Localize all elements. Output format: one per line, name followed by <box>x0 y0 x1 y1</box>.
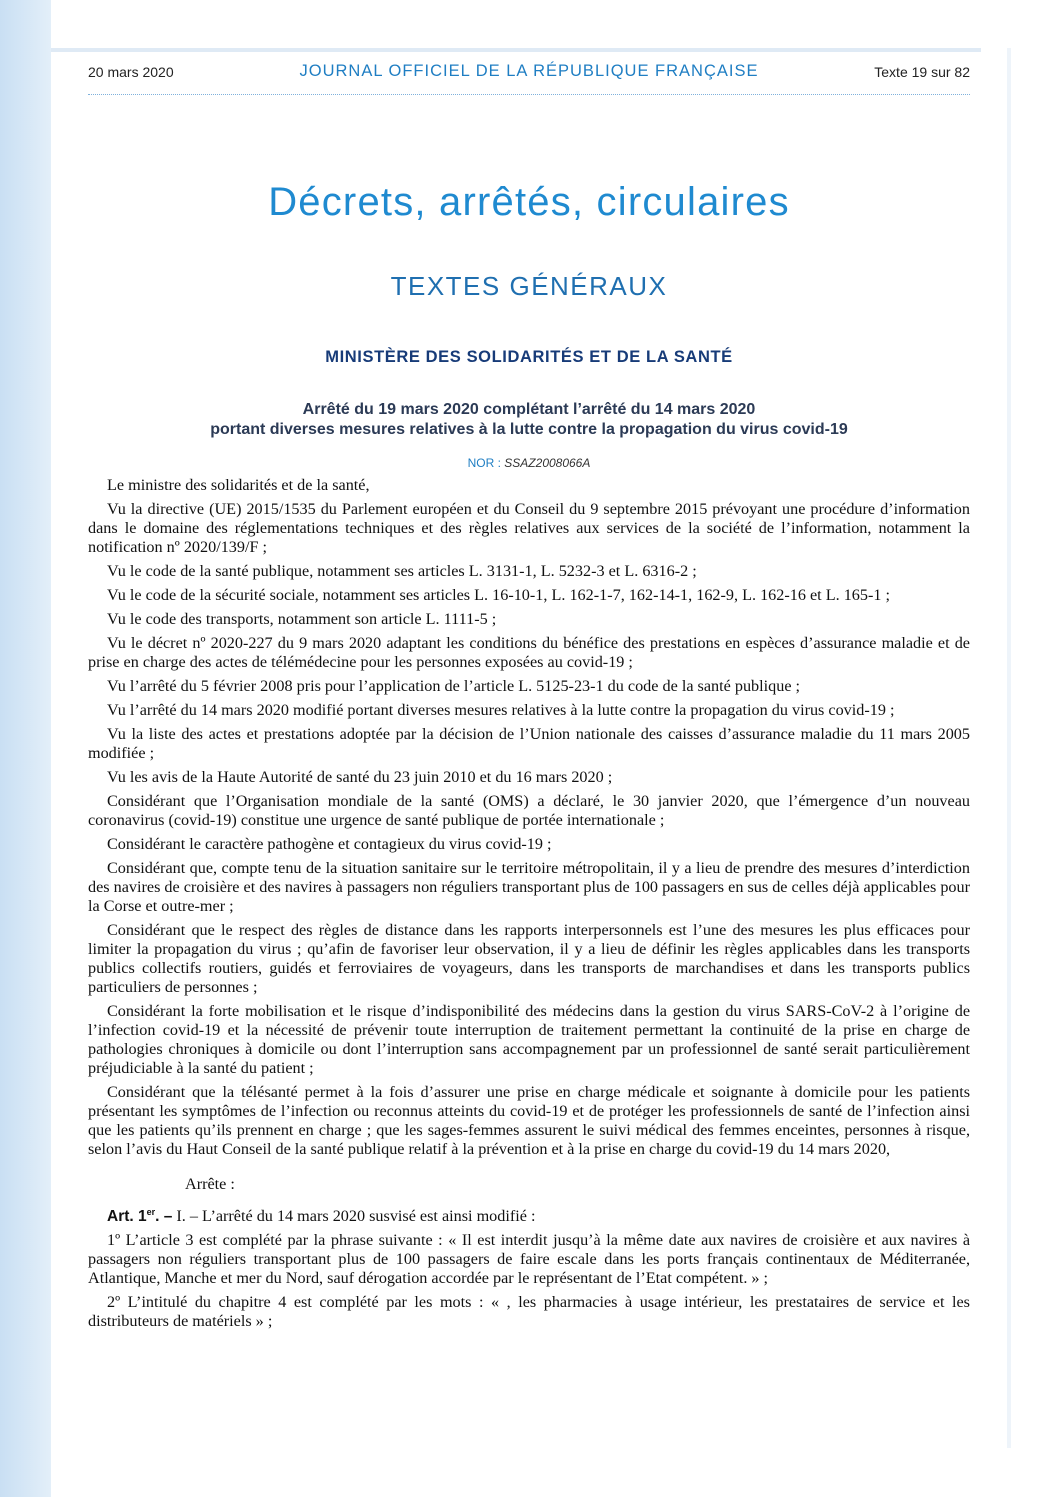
paragraph: Le ministre des solidarités et de la santé, <box>107 476 370 494</box>
arrete-title-line-1: Arrêté du 19 mars 2020 complétant l’arrêté du 14 mars 2020 <box>302 401 756 418</box>
header-text-number: Texte 19 sur 82 <box>874 64 970 80</box>
article-label-text: Art. 1 <box>107 1208 147 1226</box>
article-1-text: I. – L’arrêté du 14 mars 2020 susvisé est ainsi modifié : <box>172 1207 536 1226</box>
nor-label: NOR : <box>467 456 505 470</box>
paragraph: Vu l’arrêté du 14 mars 2020 modifié portant diverses mesures relatives à la lutte contre la propagation du virus covid-19 ; <box>107 701 895 719</box>
page-header <box>88 62 970 86</box>
article-1-label <box>107 1208 172 1225</box>
paragraph: Vu la directive (UE) 2015/1535 du Parlement européen et du Conseil du 9 septembre 2015 prévoyant une procédure d’information dans le domaine des réglementations techniques et des règles relatives aux services de la société de l’information, notamment la notification nº 2020/139/F ; <box>88 500 970 556</box>
article-label-dash: . – <box>155 1208 173 1226</box>
header-divider <box>88 94 970 95</box>
paragraph: Vu le code de la santé publique, notamment ses articles L. 3131-1, L. 5232-3 et L. 6316-2 ; <box>107 562 697 580</box>
ministry-heading: MINISTÈRE DES SOLIDARITÉS ET DE LA SANTÉ <box>325 348 733 366</box>
paragraph: Considérant que l’Organisation mondiale de la santé (OMS) a déclaré, le 30 janvier 2020, que l’émergence d’un nouveau coronavirus (covid-19) constitue une urgence de santé publique de portée internationale ; <box>88 792 970 829</box>
paragraph: Vu l’arrêté du 5 février 2008 pris pour l’application de l’article L. 5125-23-1 du code de la santé publique ; <box>107 677 801 695</box>
nor-code: SSAZ2008066A <box>504 456 591 470</box>
header-date: 20 mars 2020 <box>88 64 174 80</box>
paragraph: Vu le décret nº 2020-227 du 9 mars 2020 adaptant les conditions du bénéfice des prestations en espèces d’assurance maladie et de prise en charge des actes de télémédecine pour les personnes exposées au covid-19 ; <box>88 634 970 671</box>
arrete-clause: Arrête : <box>185 1175 235 1193</box>
paragraph: Considérant que le respect des règles de distance dans les rapports interpersonnels est l’une des mesures les plus efficaces pour limiter la propagation du virus ; qu’afin de favoriser leur observation, il y a lieu de définir les règles applicables dans les transports publics collectifs routiers, guidés et ferroviaires de voyageurs, dans les transports de marchandises et dans les transports publics particuliers de personnes ; <box>88 921 970 996</box>
paragraph: Vu les avis de la Haute Autorité de santé du 23 juin 2010 et du 16 mars 2020 ; <box>107 768 613 786</box>
paragraph: Vu le code des transports, notamment son article L. 1111-5 ; <box>107 610 497 628</box>
paragraph: Considérant la forte mobilisation et le risque d’indisponibilité des médecins dans la gestion du virus SARS-CoV-2 à l’origine de l’infection covid-19 et la nécessité de prévenir toute interruption de traitement permettant la continuité de la prise en charge de pathologies chroniques à domicile ou dont l’interruption sans accompagnement par un professionnel de santé serait particulièrement préjudiciable à la santé du patient ; <box>88 1002 970 1077</box>
arrete-title <box>51 400 1007 440</box>
article-item: 2º L’intitulé du chapitre 4 est complété par les mots : « , les pharmacies à usage intérieur, les prestataires de service et les distributeurs de matériels » ; <box>88 1293 970 1331</box>
page-title: Décrets, arrêtés, circulaires <box>268 180 790 224</box>
paragraph: Vu le code de la sécurité sociale, notamment ses articles L. 16-10-1, L. 162-1-7, 162-14-1, 162-9, L. 162-16 et L. 165-1 ; <box>107 586 891 604</box>
article-item: 1º L’article 3 est complété par la phrase suivante : « Il est interdit jusqu’à la même date aux navires de croisière et aux navires à passagers non réguliers transportant plus de 100 passagers de faire escale dans les ports français continentaux de Méditerranée, Atlantique, Manche et mer du Nord, sauf dérogation accordée par le représentant de l’Etat compétent. » ; <box>88 1231 970 1288</box>
nor-reference <box>51 456 1007 470</box>
paragraph: Considérant que la télésanté permet à la fois d’assurer une prise en charge médicale et soignante à domicile pour les patients présentant les symptômes de l’infection ou reconnus atteints du covid-19 et de protéger les professionnels de santé de l’infection ainsi que les patients qu’ils prennent en charge ; que les sages-femmes assurent le suivi médical des femmes enceintes, personnes à risque, selon l’avis du Haut Conseil de la santé publique relatif à la prévention et à la prise en charge du covid-19 du 14 mars 2020, <box>88 1083 970 1158</box>
header-journal-name: JOURNAL OFFICIEL DE LA RÉPUBLIQUE FRANÇAISE <box>299 62 759 80</box>
arrete-title-line-2: portant diverses mesures relatives à la lutte contre la propagation du virus covid-19 <box>210 421 848 438</box>
section-title: TEXTES GÉNÉRAUX <box>390 271 668 301</box>
article-label-sup: er <box>146 1207 156 1217</box>
left-margin-band <box>0 0 51 1497</box>
paragraph: Vu la liste des actes et prestations adoptée par la décision de l’Union nationale des caisses d’assurance maladie du 11 mars 2005 modifiée ; <box>88 725 970 762</box>
paragraph: Considérant que, compte tenu de la situation sanitaire sur le territoire métropolitain, il y a lieu de prendre des mesures d’interdiction des navires de croisière et des navires à passagers non réguliers transportant plus de 100 passagers en sus de celles déjà applicables pour la Corse et outre-mer ; <box>88 859 970 915</box>
paragraph: Considérant le caractère pathogène et contagieux du virus covid-19 ; <box>107 835 552 853</box>
top-frame-border <box>51 48 981 52</box>
right-frame-border <box>1007 48 1011 1448</box>
article-1 <box>88 1203 970 1226</box>
document-body <box>88 476 970 1336</box>
